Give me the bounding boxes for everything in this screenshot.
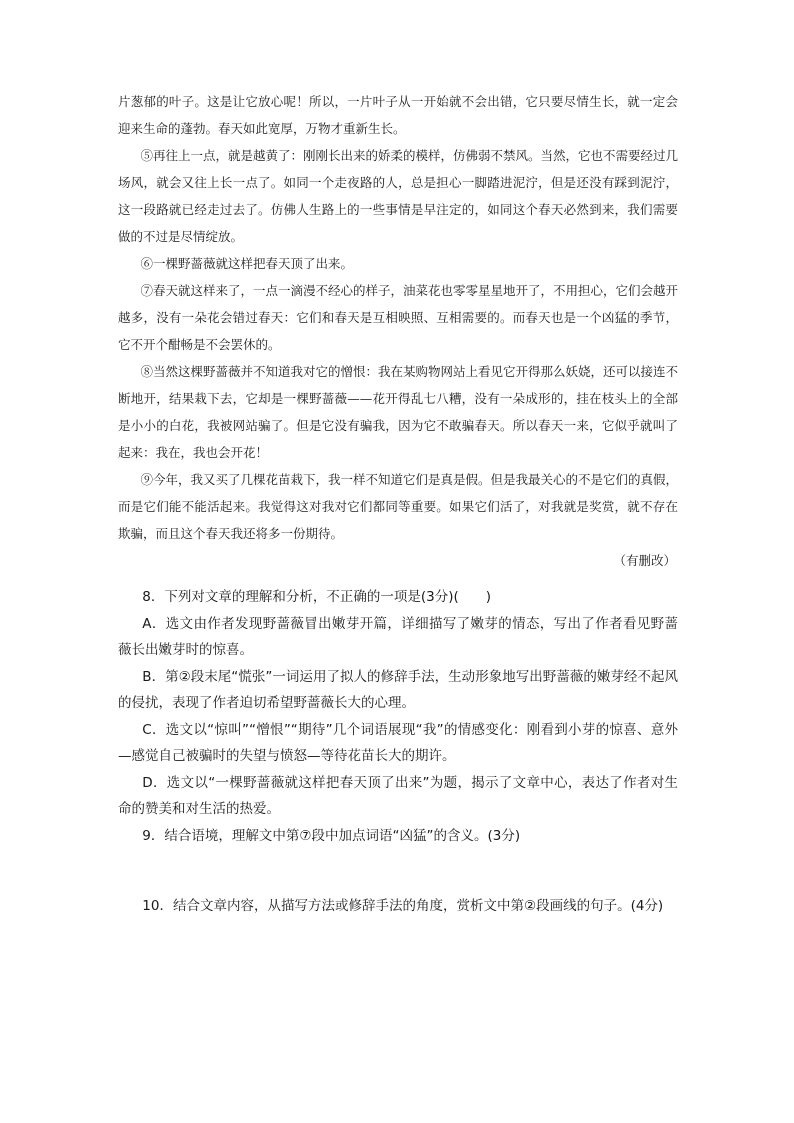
question-8-option-d: D．选文以“一棵野蔷薇就这样把春天顶了出来”为题，揭示了文章中心，表达了作者对生命的赞美和对生活的热爱。 — [118, 774, 678, 817]
question-9: 9．结合语境，理解文中第⑦段中加点词语“凶猛”的含义。(3分) — [142, 827, 521, 844]
question-section — [118, 584, 678, 920]
passage-paragraph: ⑥一棵野蔷薇就这样把春天顶了出来。 — [140, 256, 354, 271]
passage-paragraph: 片葱郁的叶子。这是让它放心呢！所以，一片叶子从一开始就不会出错，它只要尽情生长，就一定会迎来生命的蓬勃。春天如此宽厚，万物才重新生长。 — [118, 94, 678, 136]
question-8-option-b: B．第②段末尾“慌张”一词运用了拟人的修辞手法，生动形象地写出野蔷薇的嫩芽经不起风的侵扰，表现了作者迫切希望野蔷薇长大的心理。 — [118, 668, 678, 711]
source-note: （有删改） — [613, 553, 676, 568]
reading-passage — [118, 88, 678, 574]
passage-paragraph: ⑦春天就这样来了，一点一滴漫不经心的样子，油菜花也零零星星地开了，不用担心，它们会越开越多，没有一朵花会错过春天：它们和春天是互相映照、互相需要的。而春天也是一个凶猛的季节，它不开个酣畅是不会罢休的。 — [118, 283, 679, 352]
question-8-stem: 8．下列对文章的理解和分析，不正确的一项是(3分)( ) — [142, 589, 492, 605]
question-10: 10．结合文章内容，从描写方法或修辞手法的角度，赏析文中第②段画线的句子。(4分) — [142, 898, 664, 914]
passage-paragraph: ⑤再往上一点，就是越黄了：刚刚长出来的娇柔的模样，仿佛弱不禁风。当然，它也不需要经过几场风，就会又往上长一点了。如同一个走夜路的人，总是担心一脚踏进泥泞，但是还没有踩到泥泞，这一段路就已经走过去了。仿佛人生路上的一些事情是早注定的，如同这个春天必然到来，我们需要做的不过是尽情绽放。 — [118, 148, 679, 244]
question-8-option-c: C．选文以“惊叫”“憎恨”“期待”几个词语展现“我”的情感变化：刚看到小芽的惊喜、意外—感觉自己被骗时的失望与愤怒—等待花苗长大的期许。 — [118, 721, 678, 764]
passage-paragraph: ⑧当然这棵野蔷薇并不知道我对它的憎恨：我在某购物网站上看见它开得那么妖娆，还可以接连不断地开，结果栽下去，它却是一棵野蔷薇——花开得乱七八糟，没有一朵成形的，挂在枝头上的全部是小小的白花，我被网站骗了。但是它没有骗我，因为它不敢骗春天。所以春天一来，它似乎就叫了起来：我在，我也会开花！ — [118, 364, 679, 460]
passage-paragraph: ⑨今年，我又买了几棵花苗栽下，我一样不知道它们是真是假。但是我最关心的不是它们的真假，而是它们能不能活起来。我觉得这对我对它们都同等重要。如果它们活了，对我就是奖赏，就不存在欺骗，而且这个春天我还将多一份期待。 — [118, 472, 679, 541]
question-8-option-a: A．选文由作者发现野蔷薇冒出嫩芽开篇，详细描写了嫩芽的情态，写出了作者看见野蔷薇长出嫩芽时的惊喜。 — [118, 615, 678, 658]
answer-space — [118, 849, 678, 893]
